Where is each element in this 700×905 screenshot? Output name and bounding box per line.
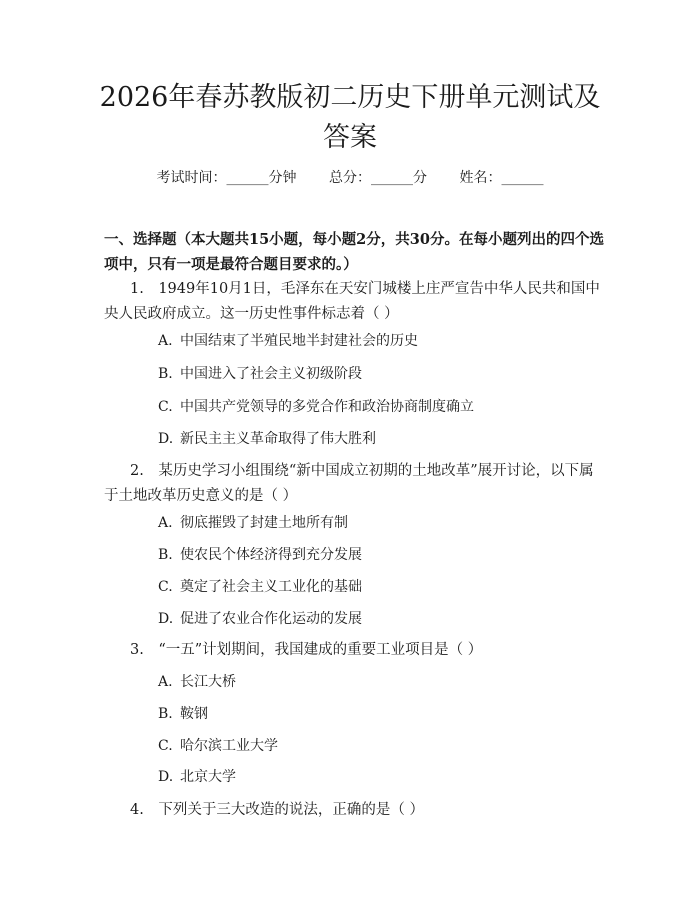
option-text: 中国结束了半殖民地半封建社会的历史: [180, 333, 418, 349]
question-stem-2: 2. 某历史学习小组围绕“新中国成立初期的土地改革”展开讨论，以下属于土地改革历史意义的是（ ）: [104, 463, 594, 504]
option-2a: [158, 513, 598, 533]
option-2c: [158, 577, 598, 597]
option-3d: [158, 767, 598, 787]
option-2b: [158, 545, 598, 565]
exam-meta: [0, 168, 700, 188]
option-letter: B.: [158, 366, 173, 382]
option-2d: [158, 609, 598, 629]
document-title: 2026年春苏教版初二历史下册单元测试及答案: [99, 82, 601, 153]
option-text: 彻底摧毁了封建土地所有制: [180, 515, 348, 531]
option-text: 中国共产党领导的多党合作和政治协商制度确立: [180, 399, 474, 415]
option-letter: D.: [158, 611, 174, 627]
section-heading: 一、选择题（本大题共15小题，每小题2分，共30分。在每小题列出的四个选项中，只有一项是最符合题目要求的。）: [104, 231, 604, 273]
question-stem-1: 1. 1949年10月1日，毛泽东在天安门城楼上庄严宣告中华人民共和国中央人民政府成立。这一历史性事件标志着（ ）: [104, 281, 600, 322]
option-text: 长江大桥: [180, 674, 236, 690]
question-stem-4: 4. 下列关于三大改造的说法，正确的是（ ）: [130, 802, 424, 818]
option-letter: A.: [158, 515, 173, 531]
option-text: 中国进入了社会主义初级阶段: [180, 366, 362, 382]
option-letter: B.: [158, 706, 173, 722]
option-letter: C.: [158, 399, 173, 415]
option-3a: [158, 672, 598, 692]
student-name-field: 姓名：______: [459, 170, 544, 186]
option-3b: [158, 704, 598, 724]
option-text: 促进了农业合作化运动的发展: [180, 611, 362, 627]
option-1d: [158, 429, 598, 449]
option-letter: A.: [158, 333, 173, 349]
option-3c: [158, 736, 598, 756]
option-text: 奠定了社会主义工业化的基础: [180, 579, 362, 595]
option-text: 鞍钢: [180, 706, 208, 722]
option-letter: D.: [158, 769, 174, 785]
option-letter: C.: [158, 738, 173, 754]
exam-time-field: 考试时间：______分钟: [156, 170, 297, 186]
option-text: 使农民个体经济得到充分发展: [180, 547, 362, 563]
option-text: 北京大学: [180, 769, 236, 785]
question-stem-3: 3. “一五”计划期间，我国建成的重要工业项目是（ ）: [130, 642, 483, 658]
option-1a: [158, 331, 598, 351]
option-letter: C.: [158, 579, 173, 595]
total-score-field: 总分：______分: [329, 170, 427, 186]
option-text: 哈尔滨工业大学: [180, 738, 278, 754]
option-letter: A.: [158, 674, 173, 690]
option-letter: B.: [158, 547, 173, 563]
option-letter: D.: [158, 431, 174, 447]
option-1b: [158, 364, 598, 384]
option-1c: [158, 397, 598, 417]
option-text: 新民主主义革命取得了伟大胜利: [180, 431, 376, 447]
